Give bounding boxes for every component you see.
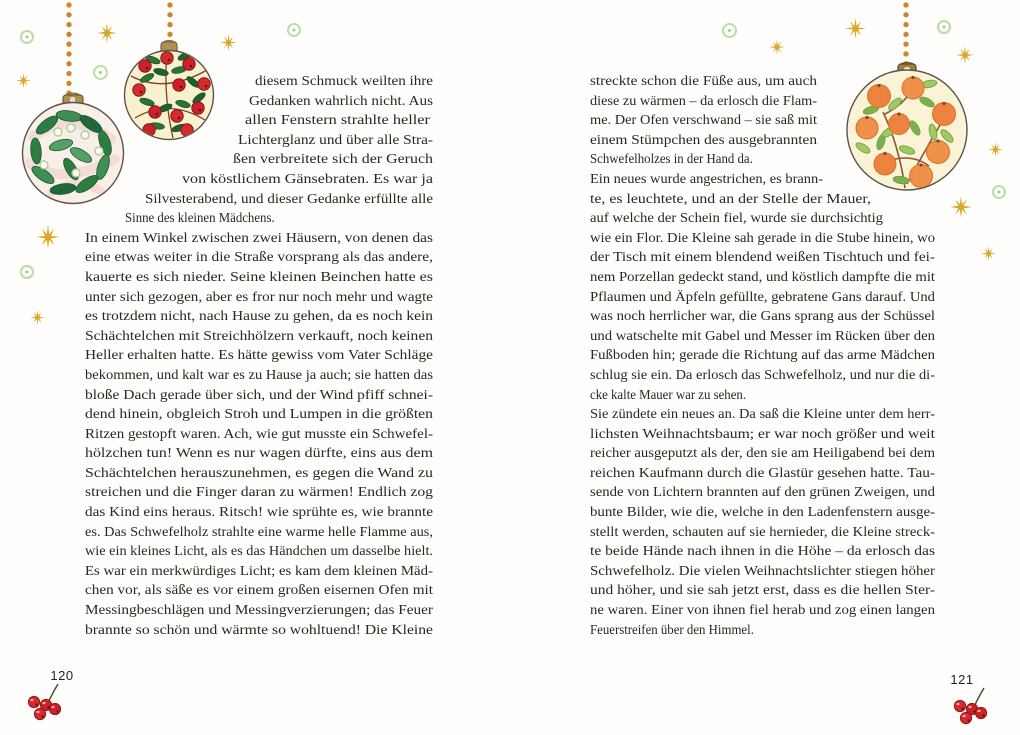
- green-ring-icon: [287, 23, 301, 37]
- text-line: te beide Hände nach ihnen in die Höhe – da erlosch das: [590, 543, 935, 559]
- text-line: und watschelte mit Gabel und Messer im Rücken über den: [590, 327, 935, 343]
- star-icon: [950, 196, 972, 218]
- text-line: me. Der Ofen verschwand – sie saß mit: [590, 112, 817, 128]
- text-line: kauerte es sich nieder. Seine kleinen Beinchen hatte es: [85, 268, 433, 284]
- text-line: Gedanken wahrlich nicht. Aus: [249, 92, 433, 108]
- text-line: Sie zündete ein neues an. Da saß die Kleine unter dem herr-: [590, 406, 935, 422]
- text-line: es trotzdem nicht, nach Hause zu gehen, da es noch kein: [85, 308, 433, 324]
- page-number-right: 121: [950, 672, 974, 687]
- right-page-text: [590, 73, 935, 641]
- text-line: Ein neues wurde angestrichen, es brann-: [590, 170, 823, 186]
- text-line: streckte schon die Füße aus, um auch: [590, 73, 817, 88]
- dotted-chain-left: [66, 2, 72, 97]
- star-icon: [769, 39, 785, 55]
- text-line: lichsten Weihnachtsbaum; er war noch größer und weit: [590, 425, 935, 441]
- green-ring-icon: [992, 185, 1006, 199]
- berry-cluster-icon: [950, 684, 994, 728]
- text-line: und höher, und sie sah jetzt erst, dass es die hellen Ster-: [590, 582, 935, 598]
- berry-cluster-icon: [24, 680, 68, 724]
- text-line: unter sich gezogen, aber es fror nur noch mehr und wagte: [85, 288, 433, 304]
- green-ring-icon: [20, 265, 34, 279]
- green-ring-icon: [20, 30, 34, 44]
- star-icon: [220, 34, 237, 51]
- text-line: Schächtelchen mit Streichhölzern verkauft, noch keinen: [85, 327, 433, 343]
- text-line: hölzchen tun! Wenn es nur wagen dürfte, eins aus dem: [85, 445, 434, 461]
- text-line: Fußboden hin; gerade die Richtung auf das arme Mädchen: [590, 347, 935, 363]
- text-line: sende von Lichtern brannten auf den grünen Zweigen, und: [590, 484, 935, 500]
- star-icon: [981, 246, 996, 261]
- text-line: Sinne des kleinen Mädchens.: [125, 210, 275, 226]
- text-line: brannte so schön und wärmte so wohltuend! Die Kleine: [85, 621, 433, 637]
- text-line: nem Porzellan gedeckt stand, und köstlich dampfte die mit: [590, 268, 935, 284]
- text-line: Ritzen gestopft waren. Ach, wie gut musste ein Schwefel-: [85, 425, 433, 441]
- text-line: bloße Dach gerade über sich, und der Wind pfiff schnei-: [85, 386, 433, 402]
- text-line: Feuerstreifen über den Himmel.: [590, 621, 754, 637]
- text-line: dend hinein, obgleich Stroh und Lumpen in die größten: [85, 406, 433, 422]
- text-line: ßen verbreitete sich der Geruch: [233, 151, 433, 167]
- text-line: stellt werden, schauten auf sie hernieder, die Kleine streck-: [590, 523, 935, 539]
- text-line: te, es leuchtete, und an der Stelle der Mauer,: [590, 190, 871, 206]
- text-line: Silvesterabend, und dieser Gedanke erfüllte alle: [145, 190, 433, 206]
- star-icon: [988, 142, 1003, 157]
- star-icon: [956, 46, 974, 64]
- star-icon: [16, 73, 31, 88]
- text-line: Es war ein merkwürdiges Licht; es kam dem kleinen Mäd-: [85, 562, 433, 578]
- text-line: diese zu wärmen – da erlosch die Flam-: [590, 92, 817, 108]
- text-line: eine etwas weiter in die Straße vorsprang als das andere,: [85, 249, 433, 265]
- text-line: Lichterglanz und über alle Stra-: [238, 131, 433, 147]
- text-line: einem Stümpchen des ausgebrannten: [590, 131, 817, 147]
- text-line: diesem Schmuck weilten ihre: [255, 73, 433, 88]
- text-line: was noch herrlicher war, die Gans sprang aus der Schüssel: [590, 308, 935, 324]
- text-line: Schwefelholz. Die vielen Weihnachtslichter stiegen höher: [590, 562, 935, 578]
- text-line: von köstlichem Gänsebraten. Es war ja: [182, 170, 433, 186]
- text-line: In einem Winkel zwischen zwei Häusern, von denen das: [85, 229, 434, 245]
- text-line: streichen und die Finger daran zu wärmen! Endlich zog: [85, 484, 433, 500]
- text-line: wie ein Flor. Die Kleine sah gerade in die Stube hinein, wo: [590, 229, 935, 245]
- text-line: chen vor, als säße es vor einem großen eisernen Ofen mit: [85, 582, 433, 598]
- text-line: reicher ausgeputzt als der, den sie am Heiligabend bei dem: [590, 445, 935, 461]
- dotted-chain-right: [903, 2, 909, 64]
- text-line: cke kalte Mauer war zu sehen.: [590, 386, 747, 402]
- text-line: ne waren. Einer von ihnen fiel herab und zog einen langen: [590, 602, 935, 618]
- page-number-left: 120: [50, 668, 74, 683]
- text-line: allen Fenstern strahlte heller: [245, 112, 430, 128]
- text-line: das Kind eins heraus. Ritsch! wie sprühte es, wie brannte: [85, 504, 433, 520]
- text-line: der Tisch mit einem blendend weißen Tischtuch und fei-: [590, 249, 935, 265]
- text-line: Heller erhalten hatte. Es hätte gewiss vom Vater Schläge: [85, 347, 433, 363]
- text-line: es. Das Schwefelholz strahlte eine warme helle Flamme aus,: [85, 523, 433, 539]
- star-icon: [36, 225, 60, 249]
- text-line: wie ein kleines Licht, als es das Händchen um dasselbe hielt.: [85, 543, 433, 559]
- star-icon: [30, 310, 45, 325]
- green-ring-icon: [722, 23, 737, 38]
- text-line: bekommen, und kalt war es zu Hause ja auch; sie hatten das: [85, 366, 433, 382]
- text-line: Schwefelholzes in der Hand da.: [590, 151, 753, 167]
- green-ring-icon: [937, 20, 951, 34]
- text-line: reichen Kaufmann durch die Glastür gesehen hatte. Tau-: [590, 464, 935, 480]
- text-line: Messingbeschlägen und Messingverzierungen; das Feuer: [85, 602, 433, 618]
- text-line: bunte Bilder, wie die, welche in den Ladenfenstern ausge-: [590, 504, 935, 520]
- left-page-text: [85, 73, 433, 641]
- text-line: schlug sie ein. Da erlosch das Schwefelholz, und nur die di-: [590, 366, 935, 382]
- star-icon: [845, 18, 866, 39]
- text-line: auf welche der Schein fiel, wurde sie durchsichtig: [590, 210, 883, 226]
- text-line: Schächtelchen herauszunehmen, es gegen die Wand zu: [85, 464, 433, 480]
- text-line: Pflaumen und Äpfeln gefüllte, gebratene Gans darauf. Und: [590, 288, 935, 304]
- star-icon: [97, 23, 117, 43]
